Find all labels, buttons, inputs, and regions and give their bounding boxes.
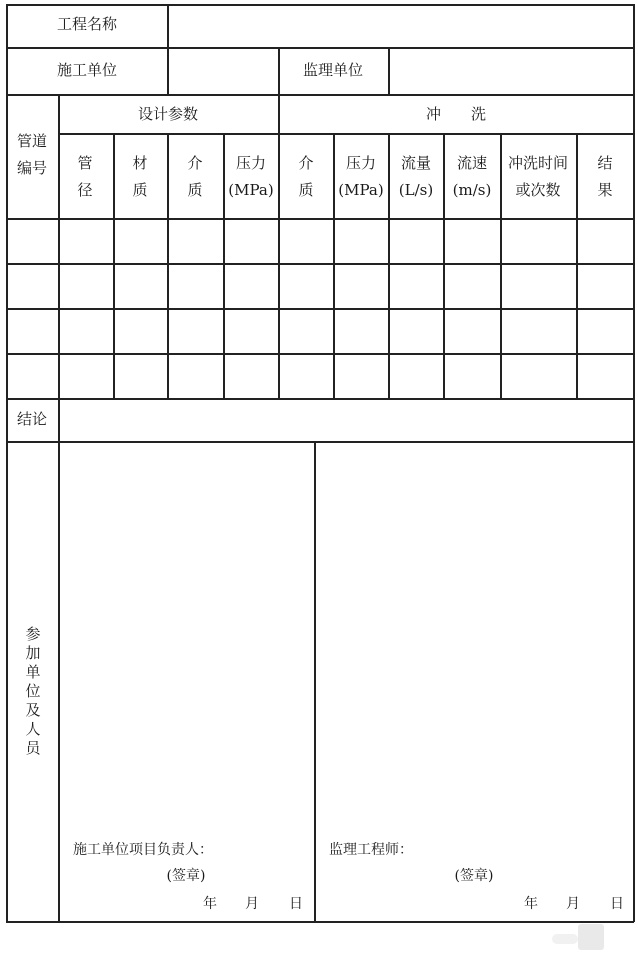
table-cell[interactable] xyxy=(391,311,442,352)
supervisor-sign-area[interactable] xyxy=(317,444,631,834)
project-name-field[interactable] xyxy=(170,8,630,44)
divider xyxy=(167,4,169,95)
flushing-label: 冲 洗 xyxy=(425,105,487,123)
construction-sign-area[interactable] xyxy=(61,444,312,834)
table-cell[interactable] xyxy=(579,311,632,352)
col-time: 冲洗时间 或次数 xyxy=(507,154,569,199)
divider xyxy=(388,47,390,94)
divider xyxy=(6,308,634,310)
table-cell[interactable] xyxy=(226,266,277,307)
divider xyxy=(58,133,634,135)
construction-unit-label: 施工单位 xyxy=(56,61,118,79)
construction-date-month: 月 xyxy=(245,896,259,912)
table-cell[interactable] xyxy=(170,311,222,352)
col-material: 材 质 xyxy=(132,154,148,199)
construction-unit-field[interactable] xyxy=(170,50,276,92)
border-left xyxy=(6,4,8,922)
table-cell[interactable] xyxy=(170,356,222,397)
divider xyxy=(223,133,225,399)
construction-seal-label: (签章) xyxy=(166,868,206,884)
participants-label: 参 加 单 位 及 人 员 xyxy=(25,625,41,757)
table-cell[interactable] xyxy=(281,266,332,307)
supervisor-date-day: 日 xyxy=(610,896,624,912)
col-pressure: 压力 (MPa) xyxy=(228,154,274,199)
table-cell[interactable] xyxy=(579,356,632,397)
divider xyxy=(6,398,634,400)
border-bottom xyxy=(6,921,634,923)
table-cell[interactable] xyxy=(503,311,575,352)
divider xyxy=(6,263,634,265)
table-cell[interactable] xyxy=(226,311,277,352)
table-cell[interactable] xyxy=(116,266,166,307)
construction-date-day: 日 xyxy=(289,896,303,912)
table-cell[interactable] xyxy=(116,311,166,352)
supervisor-seal-label: (签章) xyxy=(454,868,494,884)
border-top xyxy=(6,4,634,6)
table-cell[interactable] xyxy=(116,221,166,262)
col-flow: 流量 (L/s) xyxy=(398,154,434,199)
project-name-label: 工程名称 xyxy=(56,15,118,33)
table-cell[interactable] xyxy=(336,356,387,397)
table-cell[interactable] xyxy=(503,356,575,397)
table-cell[interactable] xyxy=(281,356,332,397)
table-cell[interactable] xyxy=(446,311,499,352)
construction-lead-label: 施工单位项目负责人： xyxy=(73,842,213,858)
table-cell[interactable] xyxy=(336,221,387,262)
table-cell[interactable] xyxy=(226,356,277,397)
table-cell[interactable] xyxy=(281,311,332,352)
supervision-unit-label: 监理单位 xyxy=(302,61,364,79)
table-cell[interactable] xyxy=(9,311,57,352)
divider xyxy=(6,47,634,49)
table-cell[interactable] xyxy=(391,356,442,397)
divider xyxy=(113,133,115,399)
divider xyxy=(167,133,169,399)
col-flush-medium: 介 质 xyxy=(298,154,314,199)
divider xyxy=(278,94,280,399)
table-cell[interactable] xyxy=(336,311,387,352)
table-cell[interactable] xyxy=(281,221,332,262)
table-cell[interactable] xyxy=(9,221,57,262)
table-cell[interactable] xyxy=(446,221,499,262)
table-cell[interactable] xyxy=(446,266,499,307)
divider xyxy=(6,94,634,96)
table-cell[interactable] xyxy=(446,356,499,397)
supervisor-date-month: 月 xyxy=(566,896,580,912)
col-flush-pressure: 压力 (MPa) xyxy=(338,154,384,199)
table-cell[interactable] xyxy=(61,266,112,307)
divider xyxy=(6,441,634,443)
supervisor-date-year: 年 xyxy=(524,896,538,912)
col-result: 结 果 xyxy=(597,154,613,199)
table-cell[interactable] xyxy=(226,221,277,262)
table-cell[interactable] xyxy=(170,266,222,307)
divider xyxy=(314,441,316,922)
divider xyxy=(333,133,335,399)
divider xyxy=(500,133,502,399)
scan-artifact xyxy=(578,924,604,950)
divider xyxy=(58,94,60,922)
table-cell[interactable] xyxy=(170,221,222,262)
table-cell[interactable] xyxy=(9,356,57,397)
divider xyxy=(6,218,634,220)
table-cell[interactable] xyxy=(391,266,442,307)
divider xyxy=(443,133,445,399)
table-cell[interactable] xyxy=(579,266,632,307)
table-cell[interactable] xyxy=(116,356,166,397)
divider xyxy=(278,47,280,94)
conclusion-field[interactable] xyxy=(61,401,631,439)
design-params-label: 设计参数 xyxy=(137,105,199,123)
table-cell[interactable] xyxy=(61,356,112,397)
border-right xyxy=(633,4,635,922)
divider xyxy=(576,133,578,399)
table-cell[interactable] xyxy=(503,221,575,262)
table-cell[interactable] xyxy=(9,266,57,307)
table-cell[interactable] xyxy=(336,266,387,307)
divider xyxy=(6,353,634,355)
col-diameter: 管 径 xyxy=(77,154,93,199)
table-cell[interactable] xyxy=(391,221,442,262)
table-cell[interactable] xyxy=(61,221,112,262)
table-cell[interactable] xyxy=(503,266,575,307)
divider xyxy=(388,133,390,399)
supervision-unit-field[interactable] xyxy=(391,50,631,92)
construction-date-year: 年 xyxy=(203,896,217,912)
pipe-no-label: 管道 编号 xyxy=(16,132,48,177)
conclusion-label: 结论 xyxy=(16,410,48,428)
col-medium: 介 质 xyxy=(187,154,203,199)
scan-artifact xyxy=(552,934,578,944)
supervisor-label: 监理工程师： xyxy=(329,842,413,858)
col-velocity: 流速 (m/s) xyxy=(452,154,492,199)
table-cell[interactable] xyxy=(61,311,112,352)
table-cell[interactable] xyxy=(579,221,632,262)
